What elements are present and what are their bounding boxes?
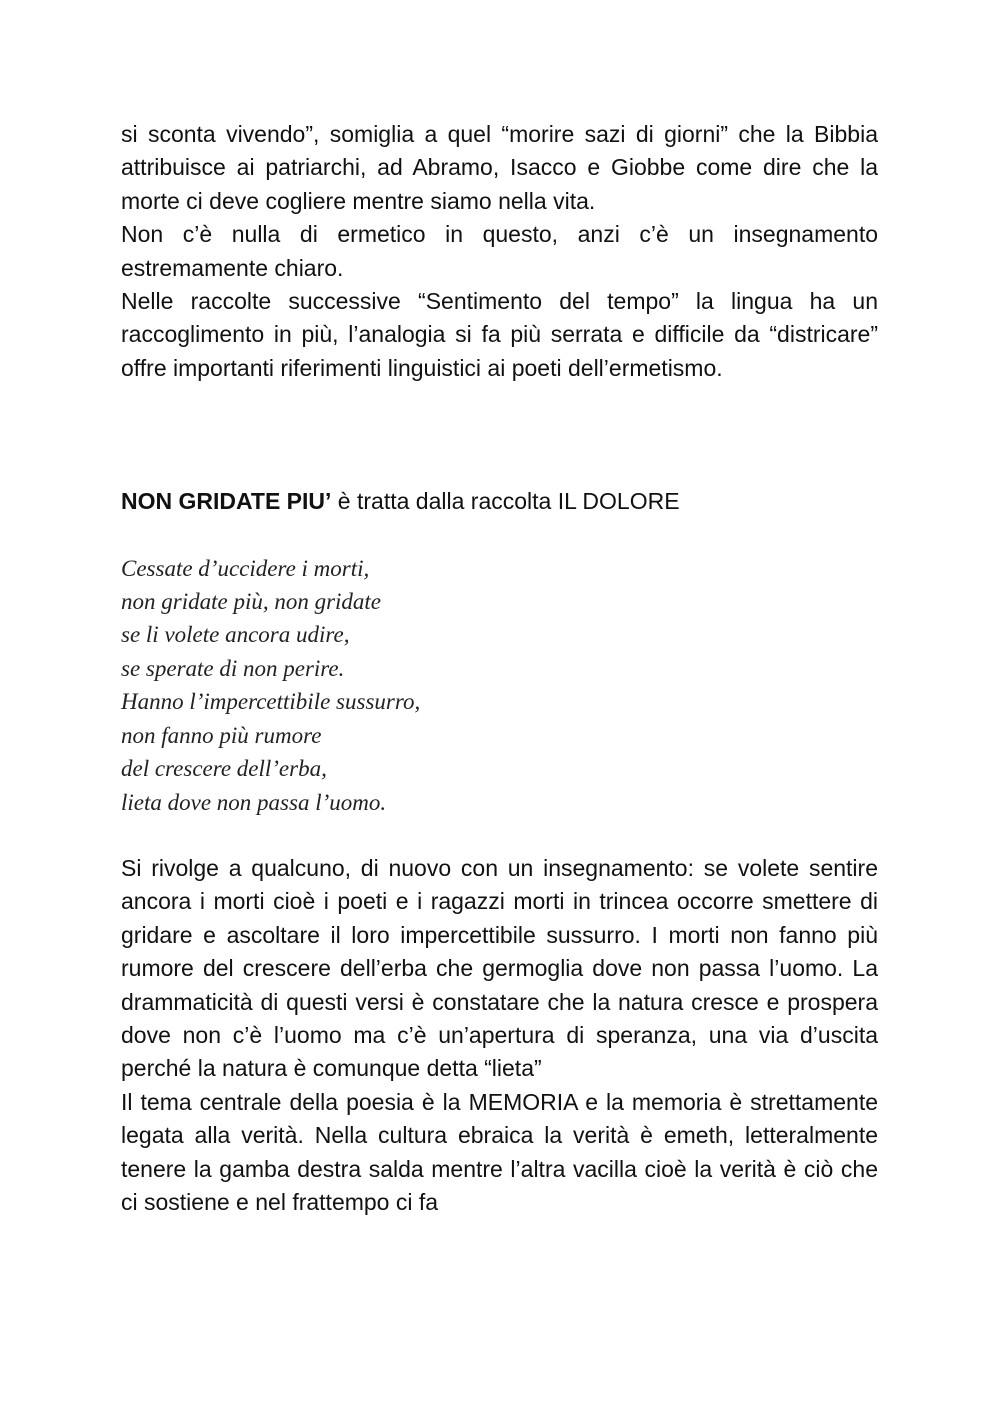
poem-line: se sperate di non perire.: [121, 655, 345, 681]
poem-source: è tratta dalla raccolta IL DOLORE: [331, 488, 680, 515]
poem-line: Hanno l’impercettibile sussurro,: [121, 689, 421, 715]
poem-line: non gridate più, non gridate: [121, 589, 382, 615]
poem-line: non fanno più rumore: [121, 722, 322, 748]
document-page: [121, 118, 878, 1219]
intro-paragraph-3: Nelle raccolte successive “Sentimento del tempo” la lingua ha un raccoglimento in più, l’analogia si fa più serrata e difficile da “districare” offre importanti riferimenti linguistici ai poeti dell’ermetismo.: [121, 288, 878, 381]
body-paragraph-2: Il tema centrale della poesia è la MEMORIA e la memoria è strettamente legata alla verità. Nella cultura ebraica la verità è emeth, letteralmente tenere la gamba destra salda mentre l’altra vacilla cioè la verità è ciò che ci sostiene e nel frattempo ci fa: [121, 1088, 878, 1215]
section-spacer: [121, 385, 878, 485]
poem-line: del crescere dell’erba,: [121, 756, 327, 782]
intro-paragraph-2: Non c’è nulla di ermetico in questo, anzi c’è un insegnamento estremamente chiaro.: [121, 221, 878, 281]
poem-verses: [121, 552, 878, 819]
poem-line: lieta dove non passa l’uomo.: [121, 789, 387, 815]
poem-title: NON GRIDATE PIU’: [121, 488, 332, 515]
poem-line: se li volete ancora udire,: [121, 622, 350, 648]
paragraph-spacer: [121, 819, 878, 852]
intro-paragraph-1: si sconta vivendo”, somiglia a quel “morire sazi di giorni” che la Bibbia attribuisce ai patriarchi, ad Abramo, Isacco e Giobbe come dire che la morte ci deve cogliere mentre siamo nella vita.: [121, 121, 878, 214]
poem-heading: [121, 485, 878, 518]
poem-line: Cessate d’uccidere i morti,: [121, 555, 370, 581]
body-paragraph-1: Si rivolge a qualcuno, di nuovo con un insegnamento: se volete sentire ancora i morti cioè i poeti e i ragazzi morti in trincea occorre smettere di gridare e ascoltare il loro impercettibile sussurro. I morti non fanno più rumore del crescere dell’erba che germoglia dove non passa l’uomo. La drammaticità di questi versi è constatare che la natura cresce e prospera dove non c’è l’uomo ma c’è un’apertura di speranza, una via d’uscita perché la natura è comunque detta “lieta”: [121, 854, 878, 1082]
